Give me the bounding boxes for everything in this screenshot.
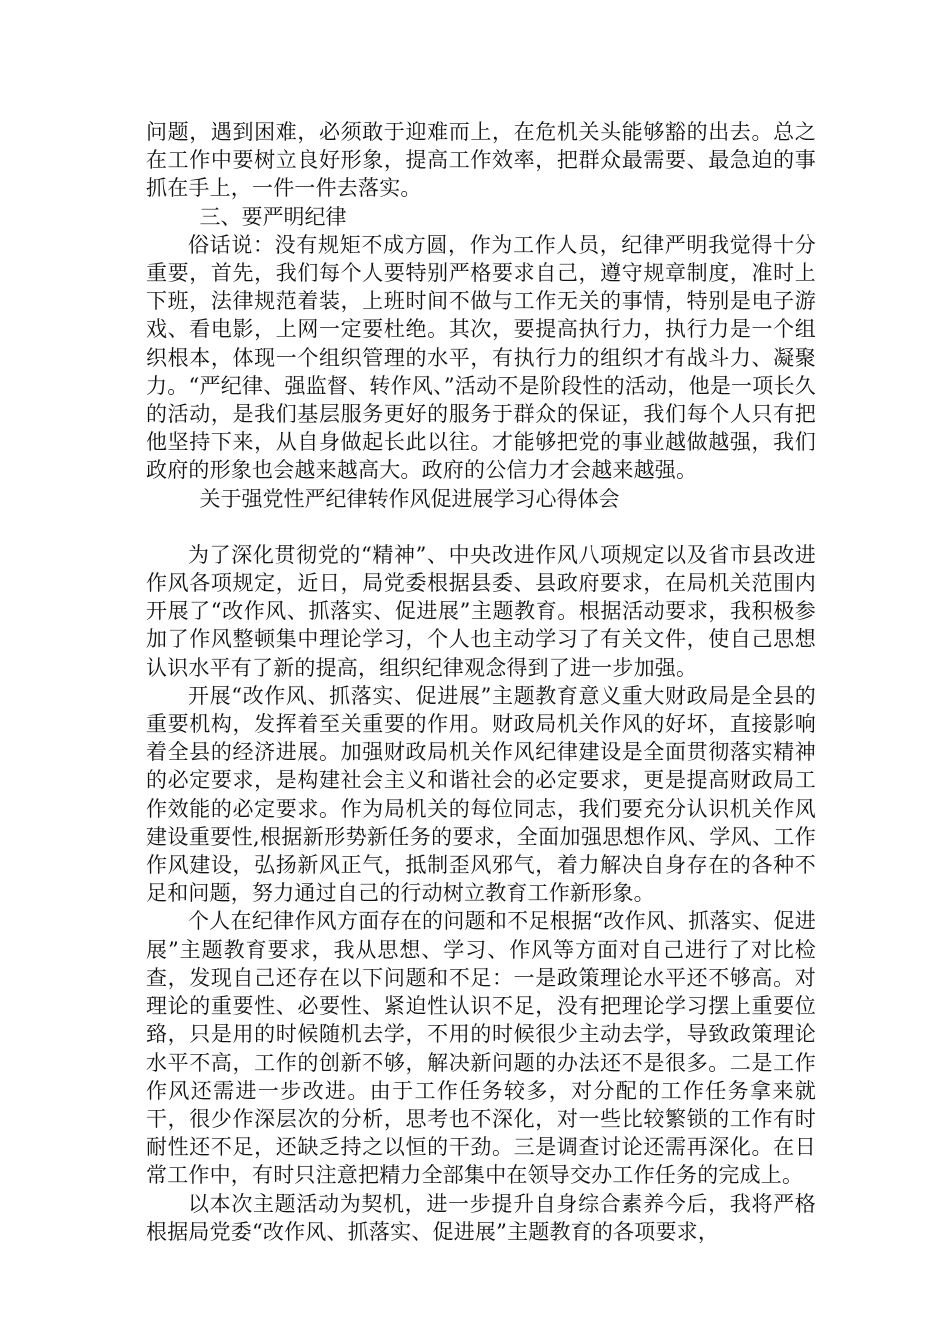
- body-paragraph-3: 个人在纪律作风方面存在的问题和不足根据“改作风、抓落实、促进展”主题教育要求，我从思想、学习、作风等方面对自己进行了对比检查，发现自己还存在以下问题和不足：一是政策理论水平还不够高。对理论的重要性、必要性、紧迫性认识不足，没有把理论学习摆上重要位臵，只是用的时候随机去学，不用的时候很少主动去学，导致政策理论水平不高，工作的创新不够，解决新问题的办法还不是很多。二是工作作风还需进一步改进。由于工作任务较多，对分配的工作任务拿来就干，很少作深层次的分析，思考也不深化，对一些比较繁锁的工作有时耐性还不足，还缺乏持之以恒的干劲。三是调查讨论还需再深化。在日常工作中，有时只注意把精力全部集中在领导交办工作任务的完成上。: [146, 909, 816, 1188]
- body-paragraph-1: 为了深化贯彻党的“精神”、中央改进作风八项规定以及省市县改进作风各项规定，近日，局党委根据县委、县政府要求，在局机关范围内开展了“改作风、抓落实、促进展”主题教育。根据活动要求，我积极参加了作风整顿集中理论学习，个人也主动学习了有关文件，使自己思想认识水平有了新的提高，组织纪律观念得到了进一步加强。: [146, 542, 816, 680]
- document-title: 关于强党性严纪律转作风促进展学习心得体会: [199, 486, 620, 511]
- document-text: [146, 118, 816, 1246]
- section-heading: 三、要严明纪律: [199, 204, 347, 229]
- continued-paragraph: 问题，遇到困难，必须敢于迎难而上，在危机关头能够豁的出去。总之在工作中要树立良好形象，提高工作效率，把群众最需要、最急迫的事抓在手上，一件一件去落实。: [146, 120, 816, 201]
- body-paragraph-4: 以本次主题活动为契机，进一步提升自身综合素养今后，我将严格根据局党委“改作风、抓落实、促进展”主题教育的各项要求，: [146, 1191, 816, 1244]
- section-paragraph: 俗话说：没有规矩不成方圆，作为工作人员，纪律严明我觉得十分重要，首先，我们每个人要特别严格要求自己，遵守规章制度，准时上下班，法律规范着装，上班时间不做与工作无关的事情，特别是电子游戏、看电影，上网一定要杜绝。其次，要提高执行力，执行力是一个组织根本，体现一个组织管理的水平，有执行力的组织才有战斗力、凝聚力。“严纪律、强监督、转作风、”活动不是阶段性的活动，他是一项长久的活动，是我们基层服务更好的服务于群众的保证，我们每个人只有把他坚持下来，从自身做起长此以往。才能够把党的事业越做越强，我们政府的形象也会越来越高大。政府的公信力才会越来越强。: [146, 232, 816, 483]
- body-paragraph-2: 开展“改作风、抓落实、促进展”主题教育意义重大财政局是全县的重要机构，发挥着至关重要的作用。财政局机关作风的好坏，直接影响着全县的经济进展。加强财政局机关作风纪律建设是全面贯彻落实精神的必定要求，是构建社会主义和谐社会的必定要求，更是提高财政局工作效能的必定要求。作为局机关的每位同志，我们要充分认识机关作风建设重要性,根据新形势新任务的要求，全面加强思想作风、学风、工作作风建设，弘扬新风正气，抵制歪风邪气，着力解决自身存在的各种不足和问题，努力通过自己的行动树立教育工作新形象。: [146, 683, 816, 906]
